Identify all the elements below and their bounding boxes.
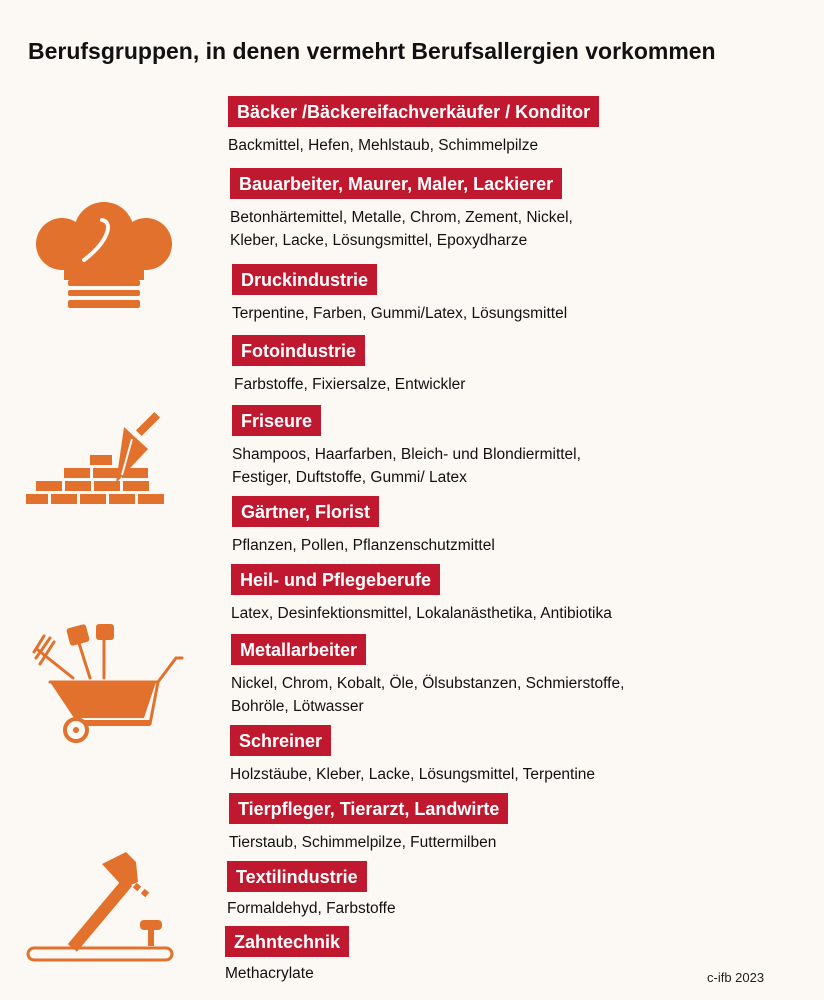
- wheelbarrow-garden-tools-icon: [28, 620, 188, 755]
- group-items: [232, 443, 581, 489]
- group-entry: [231, 564, 612, 625]
- item-line: Holzstäube, Kleber, Lacke, Lösungsmittel, Terpentine: [230, 766, 596, 783]
- group-items: [229, 831, 508, 854]
- group-entry: [232, 496, 495, 557]
- item-line: Tierstaub, Schimmelpilze, Futtermilben: [229, 834, 497, 851]
- item-line: Festiger, Duftstoffe, Gummi/ Latex: [232, 469, 467, 486]
- item-line: Methacrylate: [225, 965, 314, 982]
- page-title: Berufsgruppen, in denen vermehrt Berufsallergien vorkommen: [28, 38, 716, 64]
- group-items: [230, 763, 595, 786]
- group-label: Fotoindustrie: [232, 335, 365, 366]
- group-items: [232, 302, 567, 325]
- copyright-text: c-ifb 2023: [707, 970, 765, 985]
- chef-hat-icon: [24, 200, 184, 320]
- group-label: Bäcker /Bäckereifachverkäufer / Konditor: [228, 96, 599, 127]
- group-entry: [230, 168, 573, 252]
- group-label: Zahntechnik: [225, 926, 349, 957]
- group-items: [228, 134, 599, 157]
- group-entry: [229, 793, 508, 854]
- group-label: Schreiner: [230, 725, 331, 756]
- group-label: Tierpfleger, Tierarzt, Landwirte: [229, 793, 508, 824]
- group-items: [231, 602, 612, 625]
- group-label: Textilindustrie: [227, 861, 367, 892]
- group-items: [230, 206, 573, 252]
- group-items: [231, 672, 624, 718]
- group-items: [234, 373, 465, 396]
- item-line: Formaldehyd, Farbstoffe: [227, 900, 396, 917]
- item-line: Bohröle, Lötwasser: [231, 698, 364, 715]
- group-items: [227, 897, 396, 920]
- group-items: [225, 962, 349, 985]
- group-entry: [230, 725, 595, 786]
- group-entry: [225, 926, 349, 985]
- group-entry: [232, 335, 465, 396]
- item-line: Betonhärtemittel, Metalle, Chrom, Zement, Nickel,: [230, 209, 573, 226]
- item-line: Terpentine, Farben, Gummi/Latex, Lösungsmittel: [232, 305, 568, 322]
- group-entry: [228, 96, 599, 157]
- group-items: [232, 534, 495, 557]
- group-entry: [232, 405, 581, 489]
- group-label: Heil- und Pflegeberufe: [231, 564, 440, 595]
- item-line: Shampoos, Haarfarben, Bleich- und Blondiermittel,: [232, 446, 581, 463]
- item-line: Farbstoffe, Fixiersalze, Entwickler: [234, 376, 466, 393]
- group-label: Metallarbeiter: [231, 634, 366, 665]
- item-line: Latex, Desinfektionsmittel, Lokalanästhetika, Antibiotika: [231, 605, 612, 622]
- group-entry: [227, 861, 396, 920]
- group-entry: [231, 634, 624, 718]
- group-label: Gärtner, Florist: [232, 496, 379, 527]
- item-line: Nickel, Chrom, Kobalt, Öle, Ölsubstanzen, Schmierstoffe,: [231, 675, 625, 692]
- item-line: Kleber, Lacke, Lösungsmittel, Epoxydharze: [230, 232, 528, 249]
- brick-wall-trowel-icon: [24, 405, 174, 515]
- hammer-anvil-icon: [24, 850, 179, 970]
- item-line: Backmittel, Hefen, Mehlstaub, Schimmelpilze: [228, 137, 539, 154]
- group-label: Friseure: [232, 405, 321, 436]
- group-label: Druckindustrie: [232, 264, 377, 295]
- group-entry: [232, 264, 567, 325]
- group-label: Bauarbeiter, Maurer, Maler, Lackierer: [230, 168, 562, 199]
- item-line: Pflanzen, Pollen, Pflanzenschutzmittel: [232, 537, 495, 554]
